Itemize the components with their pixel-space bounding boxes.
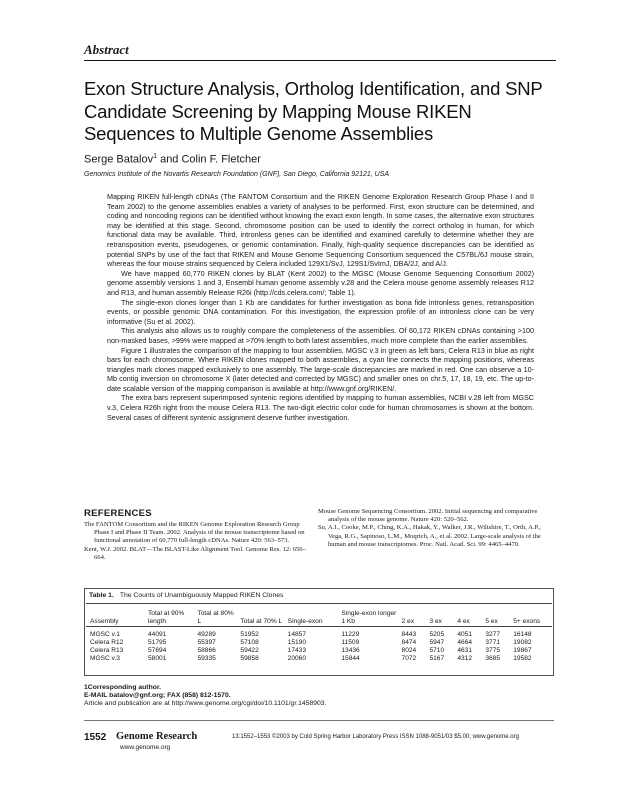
corresponding-author-line: 1Corresponding author. [84,684,162,691]
table-cell: 58001 [148,655,167,662]
footer-rule [84,720,554,721]
section-label: Abstract [84,42,129,57]
table-cell: 49289 [197,631,216,638]
table-row [88,631,550,639]
table-cell: 57694 [148,647,167,654]
reference-entry: Kent, W.J. 2002. BLAT—The BLAST-Like Alignment Tool. Genome Res. 12: 656–664. [84,545,306,561]
page-number: 1552 [84,732,107,743]
doi-line: Article and publication are at http://www.genome.org/cgi/doi/10.1101/gr.1458903. [84,700,327,708]
table-cell: 19867 [513,647,532,654]
table-cell: 59335 [197,655,216,662]
table-cell: 11229 [341,631,360,638]
table-cell: MGSC v.1 [90,631,120,638]
table-cell: 20060 [287,655,307,662]
table-cell: 16148 [513,631,532,638]
table-row [88,647,550,655]
table-cell: 8443 [401,631,417,638]
table-cell: 7072 [401,655,417,662]
table-cell: Celera R13 [90,647,124,654]
table-header-cell: 3 ex [429,618,442,625]
table-cell: 3685 [485,655,500,662]
email-line: E-MAIL batalov@gnf.org; FAX (858) 812-1570. [84,692,231,700]
author-list [84,153,261,166]
table-cell: 4312 [457,655,473,662]
author-footnote-mark: 1 [153,153,158,160]
table-rule [86,603,552,604]
table-cell: 4051 [457,631,473,638]
correspondence-note [84,684,326,709]
table-header-cell: Assembly [90,618,119,625]
table-cell: 5205 [429,631,445,638]
abstract-paragraph: Mapping RIKEN full-length cDNAs (The FANTOM Consortium and the RIKEN Genome Exploration Research Group Phase I and II Team 2002) to the genome assemblies enables a variety of analyses to be performed. First, exon structure can be determined, and coding and noncoding regions can be identified without knowing the exact exon length. In some cases, the alternative exon structures may be identified at this stage. Second, chromosome position can be used to identify the correct ortholog in human, for which functional data may be available. Third, intronless genes can be identified and examined carefully to determine whether they are retransposition events, pseudogenes, or genomic contamination. Finally, high-quality sequence discrepancies can be identified as potential SNPs by use of the fact that RIKEN and Mouse Genome Sequencing Consortium sequenced the C57BL/6J mouse strain, whereas the four mouse strains sequenced by Celera included 129X1/SvJ, 129S1/SvImJ, DBA/2J, and A/J. [107,192,534,269]
table-header-cell: 5+ exons [513,618,541,625]
reference-entry: Su, A.I., Cooke, M.P., Ching, K.A., Hakak, Y., Walker, J.R., Wiltshire, T., Orth, A.P., Vega, R.G., Sapinoso, L.M., Moqrich, A., et al. 2002. Large-scale analysis of the human and mouse transcriptomes. Proc. Natl. Acad. Sci. 99: 4465–4470. [318,524,541,548]
table-caption [89,592,283,599]
table-cell: 5710 [429,647,445,654]
table-header-cell: 2 ex [401,618,415,625]
counts-table [88,606,550,663]
abstract-paragraph: The single-exon clones longer than 1 Kb are candidates for further investigation as bona fide intronless genes, retransposition events, or possible genomic DNA contamination. For this investigation, the expression profile of an intronless clone can be very informative (Su et al. 2002). [107,297,534,326]
references-heading: REFERENCES [84,508,152,519]
table-cell: Celera R12 [90,639,124,646]
table-cell: 14857 [287,631,307,638]
article-title: Exon Structure Analysis, Ortholog Identification, and SNP Candidate Screening by Mapping Mouse RIKEN Sequences to Multiple Genome Assemblies [84,78,543,144]
abstract-paragraph: We have mapped 60,770 RIKEN clones by BLAT (Kent 2002) to the MGSC (Mouse Genome Sequencing Consortium 2002) genome assembly versions 1 and 3, Ensembl human genome assembly v.28 and the Celera mouse genome assembly releases R12 and R13, and human assembly Release R26i (http://cds.celera.com/; Table 1). [107,268,534,297]
header-rule [84,60,556,61]
table-cell: 59858 [240,655,259,662]
table-header-cell: Total at 70% L [240,618,283,625]
table-cell: 17433 [287,647,307,654]
reference-entry: Mouse Genome Sequencing Consortium. 2002. Initial sequencing and comparative analysis of the mouse genome. Nature 420: 520–562. [318,508,538,524]
footer-info: 13:1552–1553 ©2003 by Cold Spring Harbor Laboratory Press ISSN 1088-9051/03 $5.00; www.genome.org [232,734,519,740]
references-right-column [318,508,544,549]
table-cell: 5167 [429,655,445,662]
table-cell: 51952 [240,631,259,638]
journal-name: Genome Research [116,731,198,742]
table-cell: 59422 [240,647,259,654]
table-row [88,655,550,663]
references-left-column [84,521,312,562]
journal-url[interactable]: www.genome.org [120,744,171,751]
table-cell: 8474 [401,639,417,646]
table-cell: 57108 [240,639,259,646]
table-header-cell: Total at 90% length [148,610,185,625]
table-header-cell: Total at 80% L [197,610,234,625]
table-cell: 8024 [401,647,417,654]
abstract-paragraph: The extra bars represent superimposed syntenic regions identified by mapping to human assemblies, NCBI v.28 left from MGSC v.3, Celera R26h right from the mouse Celera R13. The two-digit electric color code for human chromosomes is shown at the bottom. Several cases of different syntenic assignment deserve further investigation. [107,393,534,422]
table-cell: 15190 [287,639,307,646]
table-cell: MGSC v.3 [90,655,120,662]
table-header-cell: Single-exon longer 1 Kb [341,610,397,625]
reference-entry: The FANTOM Consortium and the RIKEN Genome Exploration Research Group Phase I and Phase II Team. 2002. Analysis of the mouse transcriptome based on functional annotation of 60,770 full-length cDNAs. Nature 420: 563–573. [84,521,305,545]
table-title: The Counts of Unambiguously Mapped RIKEN Clones [119,592,284,599]
table-cell: 19582 [513,655,532,662]
table-cell: 44091 [148,631,167,638]
author-name: Serge Batalov [84,153,154,166]
abstract-body [107,192,534,422]
affiliation: Genomics Institute of the Novartis Research Foundation (GNF), San Diego, California 92121, USA [84,171,390,178]
table-cell: 15844 [341,655,360,662]
table-header-cell: Single-exon [287,618,323,625]
table-cell: 3775 [485,647,500,654]
table-cell: 13436 [341,647,360,654]
table-cell: 55397 [197,639,216,646]
table-cell: 5947 [429,639,445,646]
author-name: and Colin F. Fletcher [157,153,261,166]
table-label: Table 1. [89,592,114,599]
table-cell: 3771 [485,639,500,646]
table-cell: 4631 [457,647,473,654]
table-header-cell: 4 ex [457,618,470,625]
table-row [88,639,550,647]
table-cell: 4664 [457,639,473,646]
table-cell: 58866 [197,647,216,654]
table-cell: 11509 [341,639,360,646]
table-cell: 3277 [485,631,500,638]
abstract-paragraph: This analysis also allows us to roughly compare the completeness of the assemblies. Of 60,172 RIKEN cDNAs containing >100 non-masked bases, >99% were mapped at >70% length to both latest assemblies, much more complete than the earlier assemblies. [107,326,534,345]
table-cell: 51795 [148,639,167,646]
table-cell: 19082 [513,639,532,646]
table-header-cell: 5 ex [485,618,498,625]
abstract-paragraph: Figure 1 illustrates the comparison of the mapping to four assemblies. MGSC v.3 in green as left bars, Celera R13 in blue as right bars for each chromosome. Where RIKEN clones mapped to both assemblies, a cyan line connects the mapping positions, whereas triangles mark clones mapped exclusively to one assembly. The large-scale discrepancies are marked in red. One can observe a 10-Mb contig inversion on chromosome X (later detected and corrected by MGSC) and smaller ones on chr.5, 17, 18, 19, etc. The up-to-date scalable version of the mapping comparison is available at http://www.gnf.org/RIKEN/. [107,345,534,393]
